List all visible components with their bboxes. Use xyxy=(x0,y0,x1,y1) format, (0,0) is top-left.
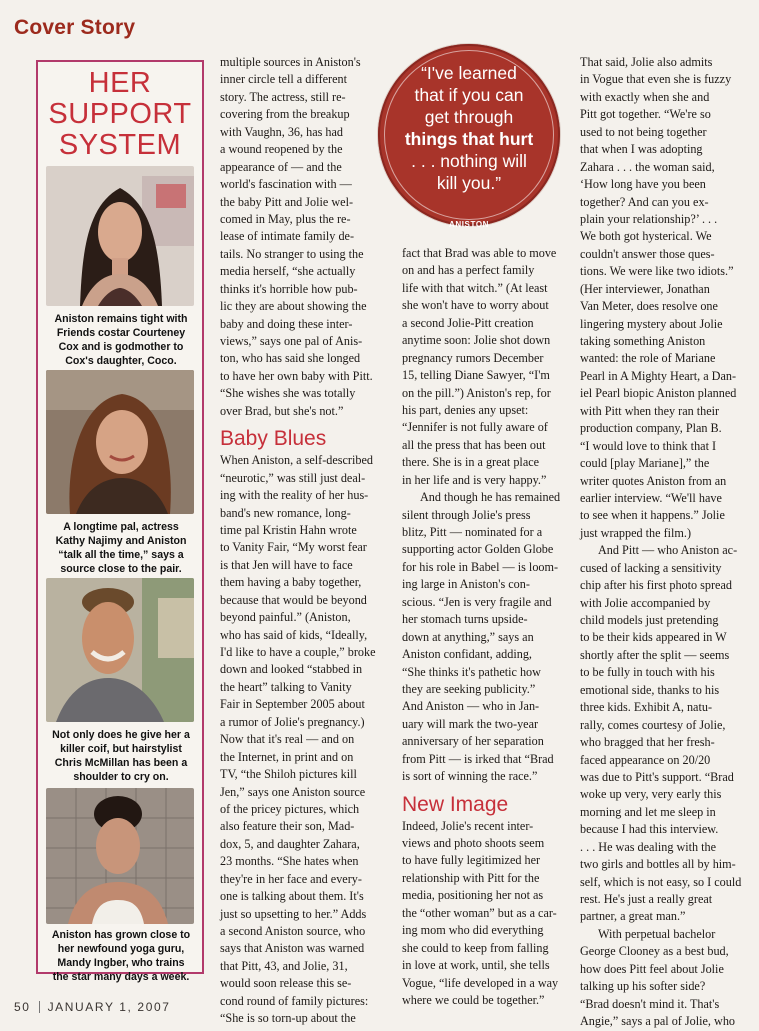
text-line: in Vogue that even she is fuzzy xyxy=(580,72,732,87)
caption-line: Mandy Ingber, who trains xyxy=(57,957,185,969)
text-line: story. The actress, still re- xyxy=(220,89,346,104)
text-line: there. She is in a great place xyxy=(402,455,540,470)
text-line: in her life and is very happy.” xyxy=(402,472,547,487)
text-line: chip after his first photo spread xyxy=(580,578,732,593)
sidebar-title-line: HER xyxy=(88,67,152,99)
text-line: views,” says one pal of Anis- xyxy=(220,334,363,348)
photo-kathy-najimy xyxy=(46,370,194,514)
text-line: emotional side, thanks to his xyxy=(580,682,720,697)
text-line: with Pitt when they ran their xyxy=(580,403,720,418)
text-line: ‘How long have you been xyxy=(580,177,706,192)
page-number: 50 xyxy=(14,1000,31,1014)
text-line: says that Aniston was warned xyxy=(220,941,365,956)
text-line: with exactly when she and xyxy=(580,89,710,104)
text-line: the Internet, in print and on xyxy=(220,749,354,764)
text-line: Fair in September 2005 about xyxy=(220,697,365,712)
text-line: partner, a great man.” xyxy=(580,909,686,924)
text-line: cond round of family pictures: xyxy=(220,993,369,1008)
text-line: faced appearance on 20/20 xyxy=(580,752,711,767)
text-line: lingering mystery about Jolie xyxy=(580,316,723,331)
text-line: We both got hysterical. We xyxy=(580,229,712,244)
caption-line: Cox and is godmother to xyxy=(58,341,184,353)
text-line: iel Pearl biopic Aniston planned xyxy=(580,386,737,401)
text-line: her stomach turns upside- xyxy=(402,612,528,627)
text-line: she could to keep from falling xyxy=(402,940,549,955)
text-line: media, positioning her not as xyxy=(402,888,544,903)
text-line: media herself, “she actually xyxy=(220,264,356,279)
text-line: Zahara . . . the woman said, xyxy=(580,159,715,174)
subhead-baby-blues: Baby Blues xyxy=(220,427,327,451)
sidebar-title-line: SUPPORT xyxy=(48,98,192,130)
sidebar-support-system xyxy=(36,60,204,983)
text-line: multiple sources in Aniston's xyxy=(220,55,361,69)
text-line: they're in her face and every- xyxy=(220,871,362,886)
caption-chris-mcmillan xyxy=(44,728,198,784)
text-line: 15, telling Diane Sawyer, “I'm xyxy=(402,368,550,383)
subhead-new-image: New Image xyxy=(402,792,509,816)
pull-quote-line: that if you can xyxy=(414,85,524,105)
text-line: writer quotes Aniston from an xyxy=(580,473,727,488)
text-line: “She wishes she was totally xyxy=(220,386,356,401)
text-line: anytime soon: Jolie shot down xyxy=(402,333,551,348)
text-line: morning and let me sleep in xyxy=(580,804,716,819)
caption-line: Kathy Najimy and Aniston xyxy=(55,535,187,547)
text-line: covering from the breakup xyxy=(220,107,350,122)
sidebar-title xyxy=(38,68,202,161)
pull-quote-circle xyxy=(378,44,560,229)
text-line: that Pitt, 43, and Jolie, 31, xyxy=(220,958,348,973)
text-line: to have her own baby with Pitt. xyxy=(220,368,373,383)
pull-quote-text xyxy=(378,62,560,194)
caption-line: A longtime pal, actress xyxy=(63,521,179,533)
text-line: And Pitt — who Aniston ac- xyxy=(598,543,738,558)
caption-line: Chris McMillan has been a xyxy=(54,757,188,769)
text-line: That said, Jolie also admits xyxy=(580,55,713,69)
text-line: TV, “the Shiloh pictures kill xyxy=(220,767,357,782)
text-line: Vogue, “life developed in a way xyxy=(402,975,559,990)
text-line: on and has a perfect family xyxy=(402,263,535,278)
text-line: dox, 5, and daughter Zahara, xyxy=(220,836,360,851)
caption-line: her newfound yoga guru, xyxy=(57,943,185,955)
article-column-3 xyxy=(580,54,746,1031)
column-1-text-b xyxy=(220,452,388,1027)
text-line: because I had this interview. xyxy=(580,822,719,837)
text-line: together? And can you ex- xyxy=(580,194,709,209)
text-line: to have fully legitimized her xyxy=(402,853,541,868)
text-line: just so upsetting to her.” Adds xyxy=(220,906,367,921)
caption-kathy-najimy xyxy=(44,520,198,576)
footer-divider xyxy=(39,1001,40,1013)
text-line: shortly after the split — seems xyxy=(580,647,730,662)
text-line: woke up very, very early this xyxy=(580,787,722,802)
text-line: to see when it happens.” Jolie xyxy=(580,508,725,523)
text-line: the “other woman” but as a car- xyxy=(402,905,557,920)
article-column-2 xyxy=(402,245,568,1009)
column-2-text-b xyxy=(402,818,568,1010)
text-line: “She thinks it's pathetic how xyxy=(402,664,541,679)
pull-quote-line: . . . nothing will xyxy=(411,151,527,171)
text-line: I'd like to have a couple,” broke xyxy=(220,645,376,659)
text-line: lic they are about showing the xyxy=(220,299,367,314)
text-line: Angie,” says a pal of Jolie, who xyxy=(580,1014,736,1029)
text-line: is that Jen will have to face xyxy=(220,557,353,572)
text-line: (Her interviewer, Jonathan xyxy=(580,281,710,296)
sidebar-title-line: SYSTEM xyxy=(58,129,182,161)
pull-quote-line: things that hurt xyxy=(404,129,534,149)
text-line: And though he has remained xyxy=(420,490,561,505)
pull-quote-line: “I've learned xyxy=(421,63,517,83)
text-line: George Clooney as a best bud, xyxy=(580,944,729,959)
text-line: baby and doing these inter- xyxy=(220,316,353,331)
text-line: down and looked “stabbed in xyxy=(220,662,363,677)
text-line: Jen,” says one Aniston source xyxy=(220,784,366,799)
text-line: who has said of kids, “Ideally, xyxy=(220,627,368,642)
text-line: would soon release this se- xyxy=(220,976,352,991)
text-line: uary will mark the two-year xyxy=(402,716,539,731)
photo-mandy-ingber xyxy=(46,788,194,924)
pull-quote-attribution: ANISTON xyxy=(448,220,490,229)
text-line: also feature their son, Mad- xyxy=(220,819,355,834)
caption-line: source close to the pair. xyxy=(60,563,182,575)
text-line: “Jennifer is not fully aware of xyxy=(402,420,548,435)
text-line: And Aniston — who in Jan- xyxy=(402,699,540,714)
text-line: relationship with Pitt for the xyxy=(402,870,540,885)
text-line: views and photo shoots seem xyxy=(402,836,545,850)
photo-chris-mcmillan xyxy=(46,578,194,722)
text-line: Indeed, Jolie's recent inter- xyxy=(402,818,534,833)
text-line: couldn't answer those ques- xyxy=(580,246,715,261)
page-footer xyxy=(14,1000,171,1014)
text-line: tails. No stranger to using the xyxy=(220,246,364,261)
text-line: child models just pretending xyxy=(580,613,719,627)
caption-line: Not only does he give her a xyxy=(52,729,190,741)
text-line: “Brad doesn't mind it. That's xyxy=(580,996,720,1011)
text-line: is sort of winning the race.” xyxy=(402,769,538,784)
text-line: two girls and bottles all by him- xyxy=(580,857,736,872)
text-line: pregnancy rumors December xyxy=(402,350,544,365)
text-line: appearance of — and the xyxy=(220,159,342,174)
text-line: ing mom who did everything xyxy=(402,923,544,938)
text-line: in love at work, until, she tells xyxy=(402,958,550,973)
caption-line: “talk all the time,” says a xyxy=(58,549,184,561)
text-line: “She is so torn-up about the xyxy=(220,1011,356,1026)
text-line: talking up his softer side? xyxy=(580,979,706,994)
text-line: over Brad, but she's not.” xyxy=(220,403,344,418)
text-line: . . . He was dealing with the xyxy=(580,839,717,854)
text-line: could [play Mariane],” the xyxy=(580,456,710,471)
text-line: life with that witch.” (At least xyxy=(402,280,548,295)
text-line: “neurotic,” was still just deal- xyxy=(220,470,366,485)
text-line: a wound reopened by the xyxy=(220,142,343,157)
text-line: his part, denies any upset: xyxy=(402,402,529,417)
text-line: down at anything,” says an xyxy=(402,629,534,644)
caption-line: Aniston has grown close to xyxy=(51,929,191,941)
text-line: Now that it's real — and on xyxy=(220,732,355,747)
text-line: cused of lacking a sensitivity xyxy=(580,560,722,575)
text-line: of the pricey pictures, which xyxy=(220,801,360,816)
text-line: With perpetual bachelor xyxy=(598,926,716,941)
text-line: who bragged that her fresh- xyxy=(580,735,715,750)
text-line: she won't have to worry about xyxy=(402,298,549,313)
text-line: Pearl in A Mighty Heart, a Dan- xyxy=(580,368,737,383)
caption-line: Cox's daughter, Coco. xyxy=(65,355,177,367)
text-line: just wrapped the film.) xyxy=(580,525,692,540)
text-line: them having a baby together, xyxy=(220,575,362,590)
text-line: anniversary of her separation xyxy=(402,734,544,749)
text-line: 23 months. “She hates when xyxy=(220,854,359,869)
text-line: beyond painful.” (Aniston, xyxy=(220,610,351,625)
text-line: self, which is not easy, so I could xyxy=(580,874,742,889)
photo-courteney-cox xyxy=(46,166,194,306)
text-line: inner circle tell a different xyxy=(220,72,347,87)
caption-line: shoulder to cry on. xyxy=(73,771,169,783)
text-line: they are seeking publicity.” xyxy=(402,681,536,696)
text-line: blitz, Pitt — nominated for a xyxy=(402,525,543,539)
section-label: Cover Story xyxy=(14,16,136,39)
text-line: ing with the reality of her hus- xyxy=(220,488,369,503)
text-line: supporting actor Golden Globe xyxy=(402,542,554,557)
caption-line: killer coif, but hairstylist xyxy=(60,743,182,755)
text-line: fact that Brad was able to move xyxy=(402,246,557,260)
text-line: Aniston confidant, adding, xyxy=(402,647,532,662)
text-line: on the pill.”) Aniston's rep, for xyxy=(402,385,551,400)
text-line: rally, comes courtesy of Jolie, xyxy=(580,717,726,732)
text-line: world's fascination with — xyxy=(220,177,352,192)
text-line: band's new romance, long- xyxy=(220,505,351,520)
caption-courteney-cox xyxy=(44,312,198,368)
caption-mandy-ingber xyxy=(44,928,198,984)
article-column-1 xyxy=(220,54,388,1028)
text-line: with Vaughn, 36, has had xyxy=(220,124,343,139)
text-line: a second Aniston source, who xyxy=(220,924,366,938)
text-line: Van Meter, does resolve one xyxy=(580,299,718,314)
text-line: with Jolie accompanied by xyxy=(580,595,711,610)
text-line: When Aniston, a self-described xyxy=(220,453,373,468)
text-line: tions. We were like two idiots.” xyxy=(580,264,734,279)
text-line: that when I was adopting xyxy=(580,142,703,157)
caption-line: Friends costar Courteney xyxy=(56,327,186,339)
text-line: taking something Aniston xyxy=(580,334,706,348)
text-line: thinks it's horrible how pub- xyxy=(220,281,358,296)
text-line: from Pitt — is irked that “Brad xyxy=(402,751,554,766)
caption-line: Aniston remains tight with xyxy=(54,313,188,325)
column-1-text-a xyxy=(220,54,388,420)
text-line: how does Pitt feel about Jolie xyxy=(580,961,724,976)
text-line: one is talking about them. It's xyxy=(220,889,364,904)
text-line: ing large in Aniston's con- xyxy=(402,577,530,592)
text-line: production company, Plan B. xyxy=(580,421,722,436)
text-line: three kids. Exhibit A, natu- xyxy=(580,700,713,715)
text-line: to be fully in touch with his xyxy=(580,665,715,680)
text-line: used to not being together xyxy=(580,124,707,139)
text-line: to Vanity Fair, “My worst fear xyxy=(220,540,367,555)
text-line: where we could be together.” xyxy=(402,992,545,1007)
column-2-text-a xyxy=(402,245,568,786)
text-line: plain your relationship?’ . . . xyxy=(580,211,718,226)
text-line: the heart” talking to Vanity xyxy=(220,679,352,694)
text-line: ton, who has said she longed xyxy=(220,351,361,366)
text-line: time pal Kristin Hahn wrote xyxy=(220,522,357,537)
pull-quote-line: kill you.” xyxy=(436,173,502,193)
text-line: Pitt got together. “We're so xyxy=(580,107,711,122)
text-line: a second Jolie-Pitt creation xyxy=(402,315,534,330)
text-line: scious. “Jen is very fragile and xyxy=(402,594,552,609)
text-line: for his role in Babel — is loom- xyxy=(402,559,559,574)
column-3-text xyxy=(580,54,746,1031)
text-line: because that would be beyond xyxy=(220,592,367,607)
text-line: was due to Pitt's support. “Brad xyxy=(580,769,734,784)
text-line: a rumor of Jolie's pregnancy.) xyxy=(220,714,365,729)
text-line: to be their kids appeared in W xyxy=(580,630,727,645)
text-line: wanted: the role of Mariane xyxy=(580,351,716,366)
text-line: comed in May, plus the re- xyxy=(220,211,351,226)
caption-line: the star many days a week. xyxy=(52,971,190,983)
text-line: the baby Pitt and Jolie wel- xyxy=(220,194,354,209)
pull-quote-line: get through xyxy=(424,107,514,127)
text-line: lease of intimate family de- xyxy=(220,229,355,244)
text-line: rest. He's just a really great xyxy=(580,892,713,906)
text-line: all the press that has been out xyxy=(402,437,546,452)
issue-date: JANUARY 1, 2007 xyxy=(47,1000,171,1014)
text-line: “I would love to think that I xyxy=(580,438,717,453)
text-line: silent through Jolie's press xyxy=(402,507,531,522)
text-line: earlier interview. “We'll have xyxy=(580,490,722,505)
